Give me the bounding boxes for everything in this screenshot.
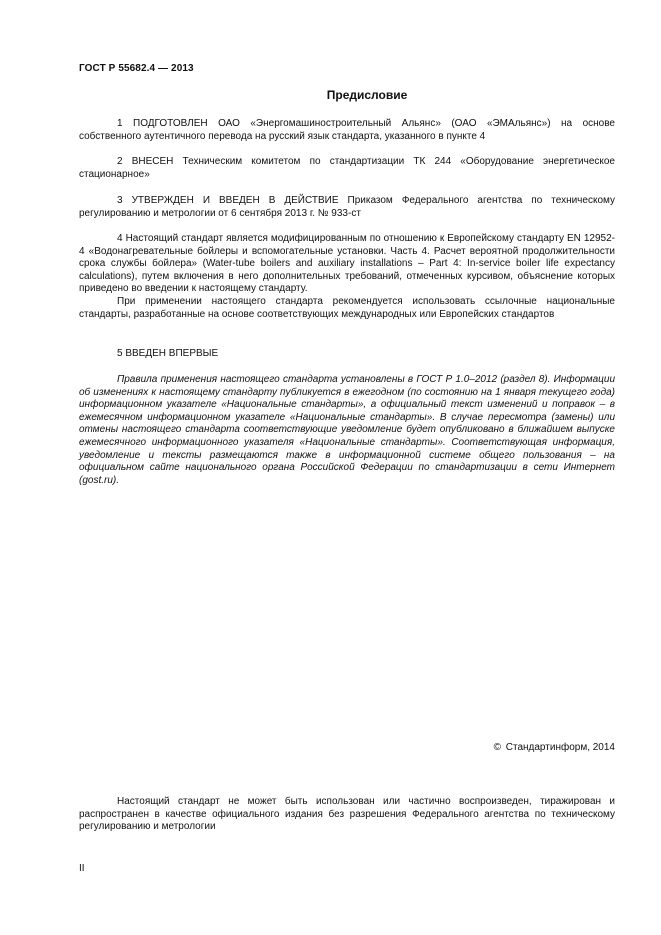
paragraph-3-block bbox=[79, 195, 615, 220]
paragraph-approved: 3 УТВЕРЖДЕН И ВВЕДЕН В ДЕЙСТВИЕ Приказом Федерального агентства по техническому регулированию и метрологии от 6 сентября 2013 г. № 933-ст bbox=[79, 195, 615, 219]
section-title: Предисловие bbox=[326, 88, 408, 102]
copyright-text: Стандартинформ, 2014 bbox=[505, 742, 615, 753]
copyright-icon: © bbox=[493, 742, 501, 753]
paragraph-first-introduced: 5 ВВЕДЕН ВПЕРВЫЕ bbox=[117, 348, 219, 359]
paragraph-reproduction-notice: Настоящий стандарт не может быть использован или частично воспроизведен, тиражирован и распространен в качестве официального издания без разрешения Федерального агентства по техническому регулированию и метрологии bbox=[79, 796, 615, 833]
paragraph-modified-standard: 4 Настоящий стандарт является модифицированным по отношению к Европейскому стандарту EN 12952-4 «Водонагревательные бойлеры и вспомогательные установки. Часть 4. Расчет вероятной продолжительности срока службы бойлера» (Water-tube boilers and auxiliary installations – Part 4: In-service boiler life expectancy calculations), путем включения в него дополнительных требований, отмеченных курсивом, объяснение которых приведено во введении к настоящему стандарту. bbox=[79, 233, 615, 295]
paragraph-submitted: 2 ВНЕСЕН Техническим комитетом по стандартизации ТК 244 «Оборудование энергетическое стационарное» bbox=[79, 156, 615, 180]
paragraph-1-block bbox=[79, 118, 615, 143]
paragraph-2-block bbox=[79, 156, 615, 181]
document-id-header: ГОСТ Р 55682.4 — 2013 bbox=[79, 63, 194, 74]
reproduction-notice-block bbox=[79, 796, 615, 834]
paragraph-prepared: 1 ПОДГОТОВЛЕН ОАО «Энергомашиностроительный Альянс» (ОАО «ЭМАльянс») на основе собственного аутентичного перевода на русский язык стандарта, указанного в пункте 4 bbox=[79, 118, 615, 142]
paragraph-4-block bbox=[79, 233, 615, 321]
page-number: II bbox=[79, 863, 85, 874]
paragraph-rules-notice: Правила применения настоящего стандарта установлены в ГОСТ Р 1.0–2012 (раздел 8). Информации об изменениях к настоящему стандарту публикуется в ежегодном (по состоянию на 1 января текущего года) информационном указателе «Национальные стандарты», а официальный текст изменений и поправок – в ежемесячном информационном указателе «Национальные стандарты». В случае пересмотра (замены) или отмены настоящего стандарта соответствующие уведомление будет опубликовано в ближайшем выпуске ежемесячного информационного указателя «Национальные стандарты». Соответствующая информация, уведомление и тексты размещаются также в информационной системе общего пользования – на официальном сайте национального органа Российской Федерации по стандартизации в сети Интернет (gost.ru). bbox=[79, 374, 615, 486]
copyright-line bbox=[494, 742, 615, 753]
rules-notice-block bbox=[79, 374, 615, 487]
paragraph-5-block bbox=[79, 348, 615, 361]
paragraph-reference-standards: При применении настоящего стандарта рекомендуется использовать ссылочные национальные стандарты, разработанные на основе соответствующих международных или Европейских стандартов bbox=[79, 295, 615, 320]
